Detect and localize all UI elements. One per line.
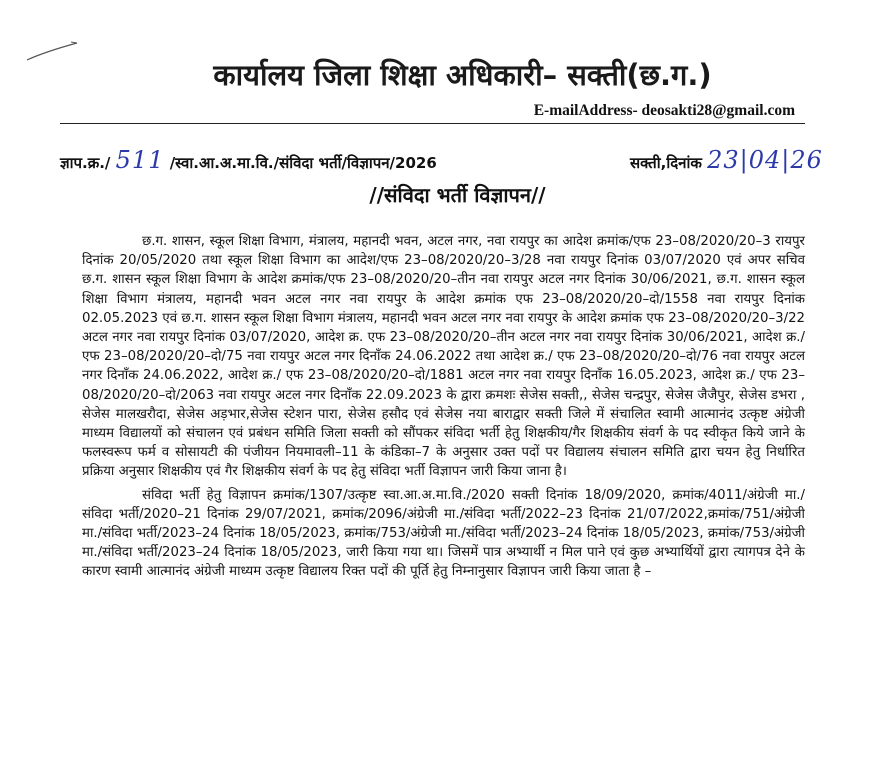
handwritten-date: 23|04|26 [707,146,823,174]
header-divider [60,123,805,124]
handwritten-number: 511 [115,146,165,174]
reference-number [60,143,437,180]
place-date-label: सक्ती,दिनांक [630,154,702,172]
letter-body [82,232,805,586]
reference-prefix: ज्ञाप.क्र./ [60,154,111,172]
email-address: E-mailAddress- deosakti28@gmail.com [533,102,795,119]
place-date [630,143,823,180]
office-title: कार्यालय जिला शिक्षा अधिकारी– सक्ती(छ.ग.) [213,58,712,92]
reference-suffix: /स्वा.आ.अ.मा.वि./संविदा भर्ती/विज्ञापन/2026 [169,154,437,172]
paragraph: छ.ग. शासन, स्कूल शिक्षा विभाग, मंत्रालय, महानदी भवन, अटल नगर, नवा रायपुर का आदेश क्रमांक/एफ 23–08/2020/20–3 रायपुर दिनांक 20/05/2020 तथा स्कूल शिक्षा विभाग का आदेश/एफ 23–08/2020/20–3/28 नवा रायपुर दिनांक 03/07/2020 एवं अपर सचिव छ.ग. शासन स्कूल शिक्षा विभाग के आदेश क्रमांक/एफ 23–08/2020/20–तीन नवा रायपुर अटल नगर दिनांक 30/06/2021, छ.ग. शासन स्कूल शिक्षा विभाग मंत्रालय, महानदी भवन अटल नगर नवा रायपुर के आदेश क्रमांक एफ 23–08/2020/20–दो/1558 नवा रायपुर दिनांक 02.05.2023 एवं छ.ग. शासन स्कूल शिक्षा विभाग मंत्रालय, महानदी भवन अटल नगर नवा रायपुर के आदेश क्रमांक एफ 23–08/2020/20–3/22 अटल नगर नवा रायपुर दिनांक 03/07/2020, आदेश क्र. एफ 23–08/2020/20–तीन अटल नगर नवा रायपुर दिनांक 30/06/2021, आदेश क्र./ एफ 23–08/2020/20–दो/75 नवा रायपुर अटल नगर दिनाँक 24.06.2022 तथा आदेश क्र./ एफ 23–08/2020/20–दो/76 नवा रायपुर अटल नगर दिनाँक 24.06.2022, आदेश क्र./ एफ 23–08/2020/20–दो/1881 अटल नगर नवा रायपुर दिनाँक 16.05.2023, आदेश क्र./ एफ 23–08/2020/20–दो/2063 नवा रायपुर अटल नगर दिनाँक 22.09.2023 के द्वारा क्रमशः सेजेस सक्ती,, सेजेस चन्द्रपुर, सेजेस जैजैपुर, सेजेस डभरा , सेजेस मालखरौदा, सेजेस अड़भार,सेजेस स्टेशन पारा, सेजेस हसौद एवं सेजेस नया बाराद्वार सक्ती जिले में संचालित स्वामी आत्मानंद उत्कृष्ट अंग्रेजी माध्यम विद्यालयों को संचालन एवं प्रबंधन समिति जिला सक्ती को सौंपकर संविदा भर्ती हेतु शिक्षकीय/गैर शिक्षकीय संवर्ग के पद स्वीकृत किये जाने के फलस्वरूप फर्म व सोसायटी की पंजीयन नियमावली–11 के कंडिका–7 के अनुसार उक्त पदों पर विद्यालय संचालन समिति द्वारा चयन हेतु निर्धारित प्रक्रिया अनुसार शिक्षकीय एवं गैर शिक्षकीय संवर्ग के पद हेतु संविदा भर्ती विज्ञापन जारी किया जाना है। [82,234,805,480]
subject-heading: //संविदा भर्ती विज्ञापन// [369,183,546,207]
reference-line [60,143,865,177]
paragraph: संविदा भर्ती हेतु विज्ञापन क्रमांक/1307/उत्कृष्ट स्वा.आ.अ.मा.वि./2020 सक्ती दिनांक 18/09/2020, क्रमांक/4011/अंग्रेजी मा./संविदा भर्ती/2020–21 दिनांक 29/07/2021, क्रमांक/2096/अंग्रेजी मा./संविदा भर्ती/2022–23 दिनांक 21/07/2022,क्रमांक/751/अंग्रेजी मा./संविदा भर्ती/2023–24 दिनांक 18/05/2023, क्रमांक/753/अंग्रेजी मा./संविदा भर्ती/2023–24 दिनांक 18/05/2023, क्रमांक/753/अंग्रेजी मा./संविदा भर्ती/2023–24 दिनांक 18/05/2023, जारी किया गया था। जिसमें पात्र अभ्यार्थी न मिल पाने एवं कुछ अभ्यार्थियों द्वारा त्यागपत्र देने के कारण स्वामी आत्मानंद अंग्रेजी माध्यम उत्कृष्ट विद्यालय रिक्त पदों की पूर्ति हेतु निम्नानुसार विज्ञापन जारी किया जाता है – [82,487,805,580]
